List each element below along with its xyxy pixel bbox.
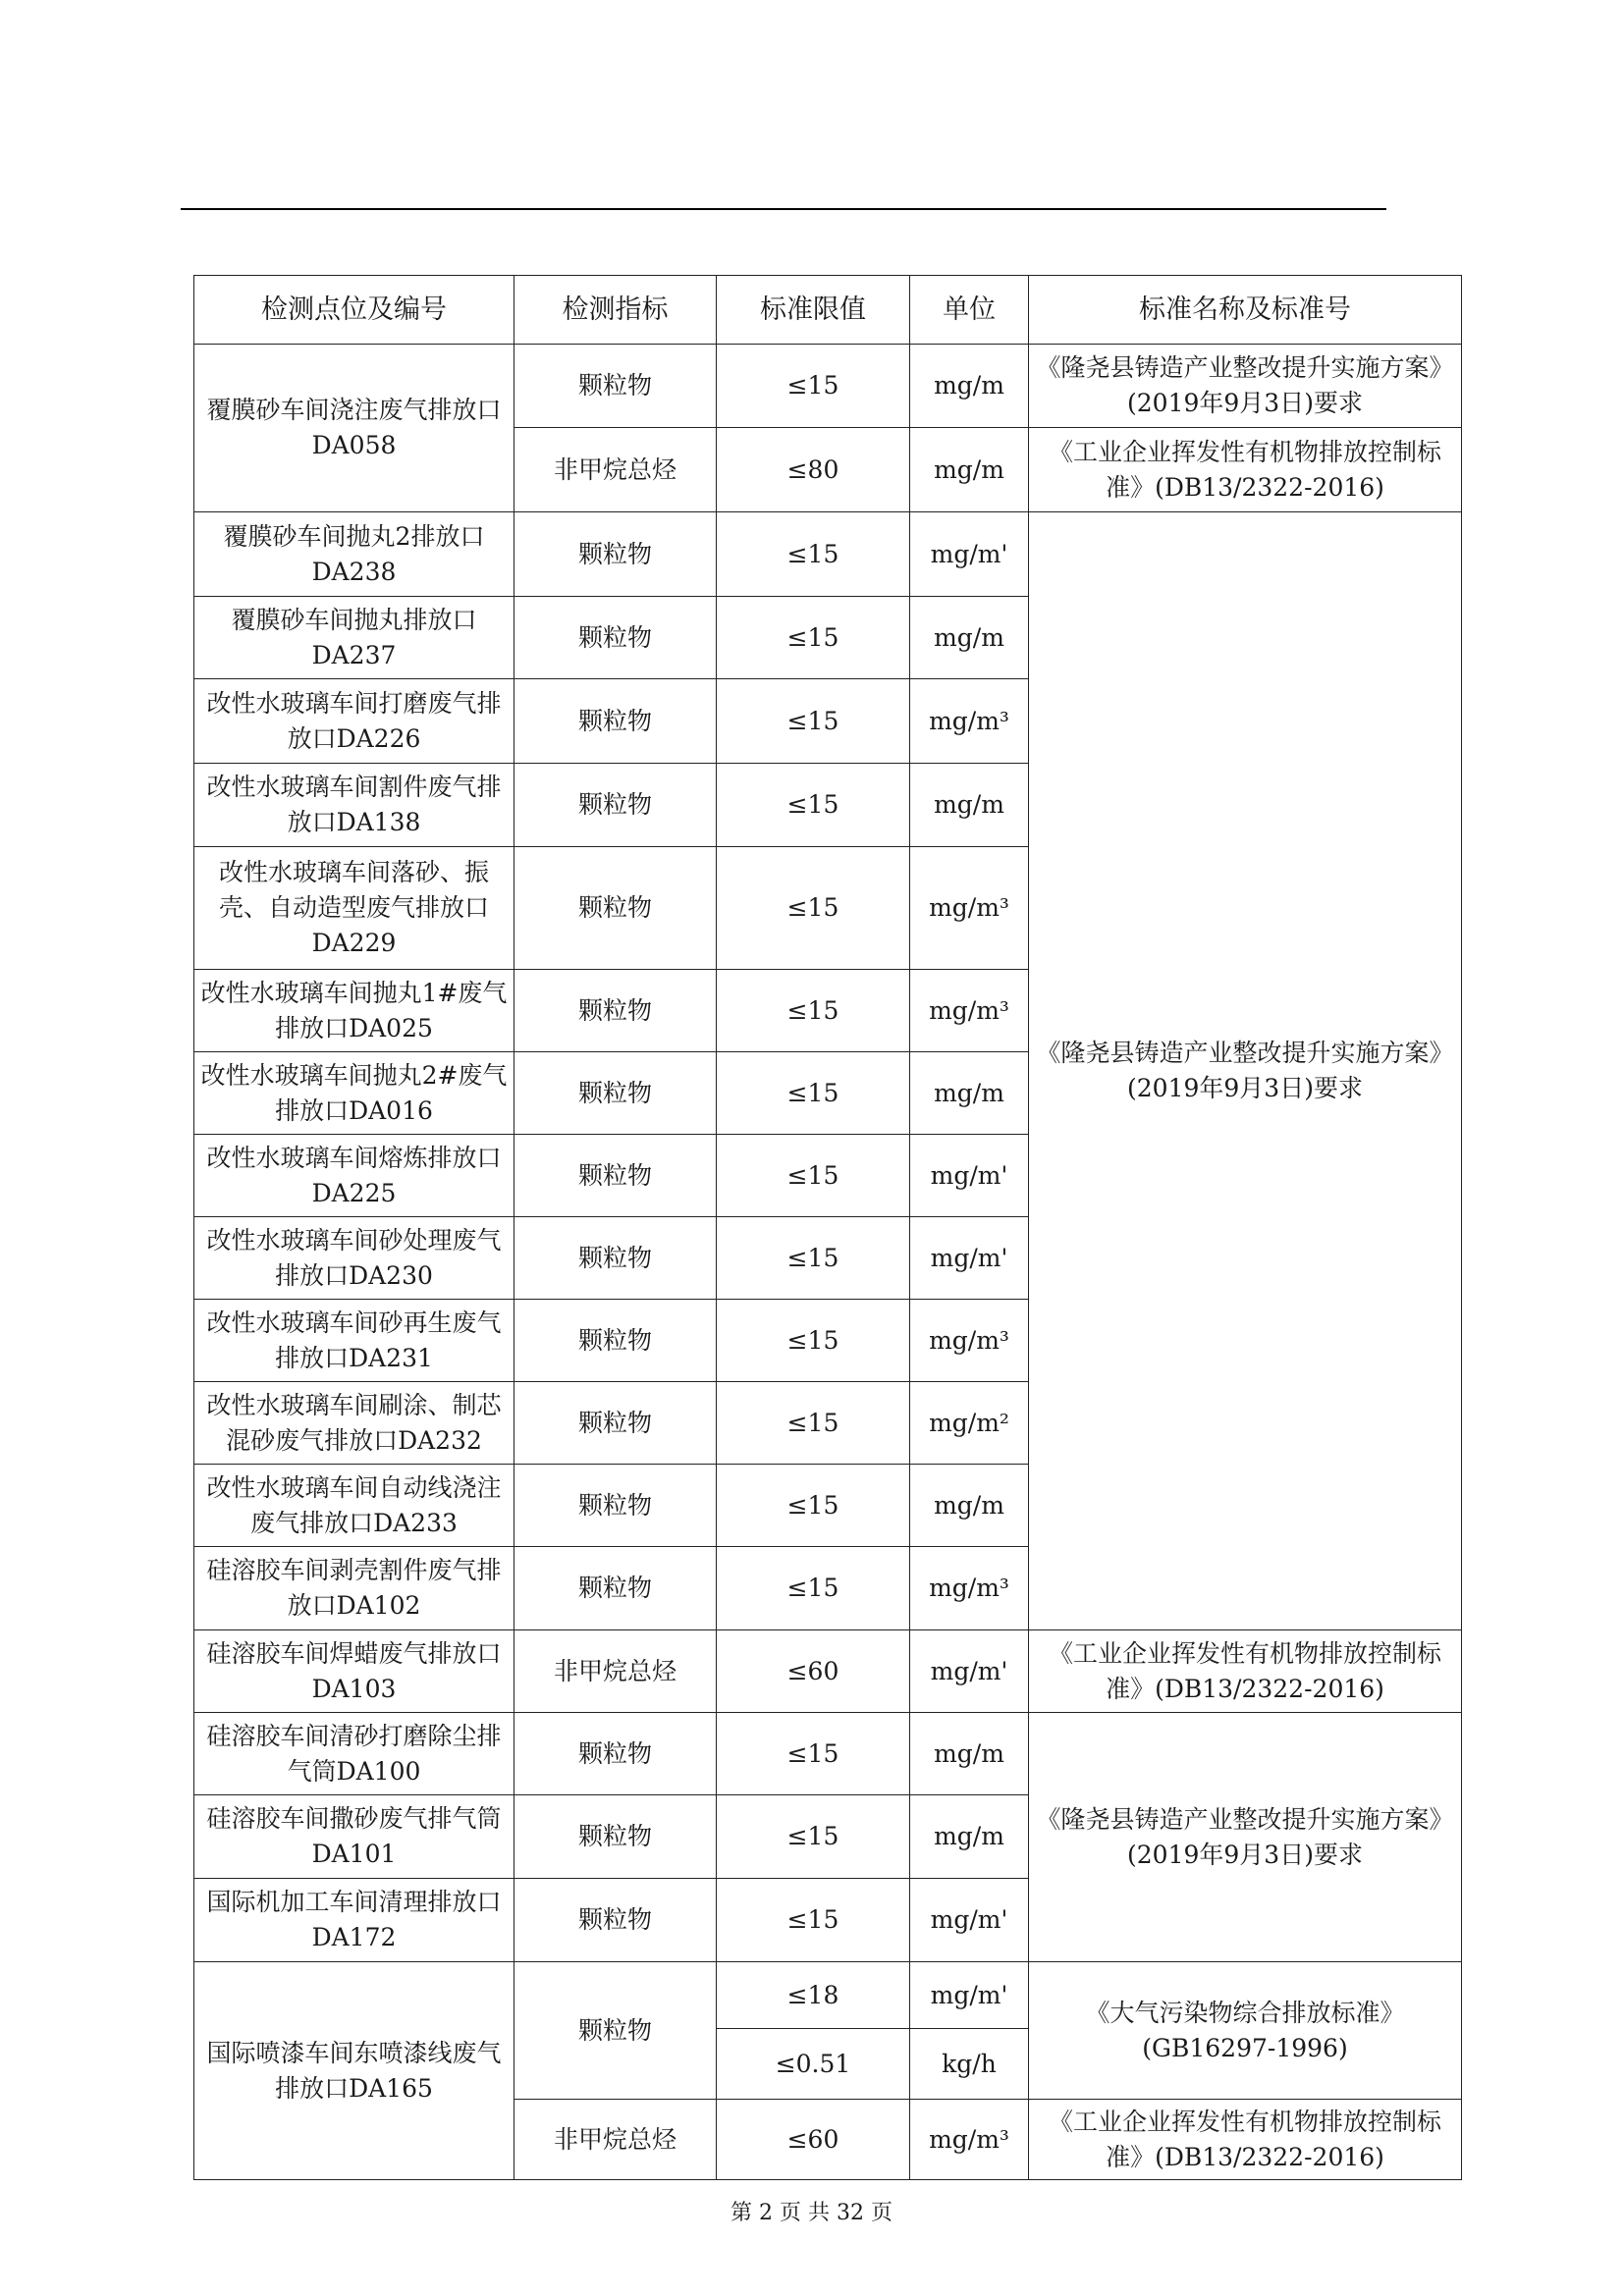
indicator-cell: 颗粒物 <box>514 1879 717 1962</box>
indicator-cell: 颗粒物 <box>514 1382 717 1465</box>
table-header-row <box>194 276 1462 345</box>
indicator-cell: 颗粒物 <box>514 597 717 679</box>
limit-cell: ≤15 <box>717 764 910 847</box>
unit-cell: mg/m' <box>910 1630 1029 1713</box>
indicator-cell: 颗粒物 <box>514 1300 717 1382</box>
limit-cell: ≤15 <box>717 1135 910 1217</box>
location-cell: 改性水玻璃车间砂处理废气排放口DA230 <box>194 1217 514 1300</box>
limit-cell: ≤0.51 <box>717 2029 910 2100</box>
unit-cell: mg/m <box>910 1713 1029 1795</box>
standard-cell: 《大气污染物综合排放标准》(GB16297-1996) <box>1029 1962 1462 2100</box>
table-row <box>194 1713 1462 1795</box>
unit-cell: mg/m <box>910 1795 1029 1879</box>
indicator-cell: 颗粒物 <box>514 345 717 428</box>
location-cell: 改性水玻璃车间打磨废气排放口DA226 <box>194 679 514 764</box>
unit-cell: mg/m³ <box>910 1547 1029 1630</box>
table-row <box>194 1630 1462 1713</box>
unit-cell: mg/m³ <box>910 847 1029 970</box>
location-cell: 改性水玻璃车间抛丸1#废气排放口DA025 <box>194 970 514 1052</box>
limit-cell: ≤15 <box>717 847 910 970</box>
limit-cell: ≤15 <box>717 1795 910 1879</box>
page-footer: 第 2 页 共 32 页 <box>730 2201 893 2225</box>
col-header-limit: 标准限值 <box>717 276 910 345</box>
unit-cell: mg/m <box>910 597 1029 679</box>
indicator-cell: 颗粒物 <box>514 1135 717 1217</box>
col-header-standard: 标准名称及标准号 <box>1029 276 1462 345</box>
location-cell: 覆膜砂车间抛丸2排放口DA238 <box>194 512 514 597</box>
unit-cell: mg/m³ <box>910 970 1029 1052</box>
unit-cell: mg/m' <box>910 1217 1029 1300</box>
unit-cell: mg/m' <box>910 1879 1029 1962</box>
header-rule <box>181 208 1386 210</box>
location-cell: 改性水玻璃车间刷涂、制芯混砂废气排放口DA232 <box>194 1382 514 1465</box>
unit-cell: mg/m' <box>910 1962 1029 2029</box>
location-cell: 覆膜砂车间浇注废气排放口DA058 <box>194 345 514 512</box>
indicator-cell: 非甲烷总烃 <box>514 428 717 512</box>
unit-cell: mg/m³ <box>910 2100 1029 2180</box>
indicator-cell: 颗粒物 <box>514 764 717 847</box>
standard-cell: 《隆尧县铸造产业整改提升实施方案》(2019年9月3日)要求 <box>1029 1713 1462 1962</box>
indicator-cell: 颗粒物 <box>514 1217 717 1300</box>
limit-cell: ≤15 <box>717 679 910 764</box>
unit-cell: mg/m' <box>910 1135 1029 1217</box>
indicator-cell: 颗粒物 <box>514 1547 717 1630</box>
unit-cell: mg/m <box>910 1052 1029 1135</box>
col-header-location: 检测点位及编号 <box>194 276 514 345</box>
location-cell: 改性水玻璃车间熔炼排放口DA225 <box>194 1135 514 1217</box>
indicator-cell: 颗粒物 <box>514 1052 717 1135</box>
indicator-cell: 颗粒物 <box>514 1795 717 1879</box>
unit-cell: mg/m <box>910 764 1029 847</box>
limit-cell: ≤15 <box>717 1382 910 1465</box>
indicator-cell: 颗粒物 <box>514 970 717 1052</box>
limit-cell: ≤15 <box>717 1465 910 1547</box>
col-header-unit: 单位 <box>910 276 1029 345</box>
unit-cell: mg/m² <box>910 1382 1029 1465</box>
table-row <box>194 512 1462 597</box>
unit-cell: mg/m <box>910 428 1029 512</box>
indicator-cell: 颗粒物 <box>514 1465 717 1547</box>
limit-cell: ≤15 <box>717 1713 910 1795</box>
indicator-cell: 颗粒物 <box>514 847 717 970</box>
limit-cell: ≤15 <box>717 345 910 428</box>
indicator-cell: 颗粒物 <box>514 1713 717 1795</box>
location-cell: 改性水玻璃车间抛丸2#废气排放口DA016 <box>194 1052 514 1135</box>
location-cell: 改性水玻璃车间自动线浇注废气排放口DA233 <box>194 1465 514 1547</box>
location-cell: 硅溶胶车间清砂打磨除尘排气筒DA100 <box>194 1713 514 1795</box>
indicator-cell: 颗粒物 <box>514 1962 717 2100</box>
limit-cell: ≤15 <box>717 1217 910 1300</box>
location-cell: 改性水玻璃车间落砂、振壳、自动造型废气排放口DA229 <box>194 847 514 970</box>
location-cell: 硅溶胶车间撒砂废气排气筒DA101 <box>194 1795 514 1879</box>
location-cell: 硅溶胶车间焊蜡废气排放口DA103 <box>194 1630 514 1713</box>
indicator-cell: 非甲烷总烃 <box>514 2100 717 2180</box>
standard-cell: 《工业企业挥发性有机物排放控制标准》(DB13/2322-2016) <box>1029 428 1462 512</box>
location-cell: 国际喷漆车间东喷漆线废气排放口DA165 <box>194 1962 514 2180</box>
indicator-cell: 非甲烷总烃 <box>514 1630 717 1713</box>
limit-cell: ≤15 <box>717 1547 910 1630</box>
limit-cell: ≤15 <box>717 597 910 679</box>
unit-cell: mg/m <box>910 345 1029 428</box>
standards-table <box>193 275 1462 2180</box>
location-cell: 改性水玻璃车间砂再生废气排放口DA231 <box>194 1300 514 1382</box>
table-row <box>194 345 1462 428</box>
indicator-cell: 颗粒物 <box>514 679 717 764</box>
location-cell: 改性水玻璃车间割件废气排放口DA138 <box>194 764 514 847</box>
location-cell: 硅溶胶车间剥壳割件废气排放口DA102 <box>194 1547 514 1630</box>
limit-cell: ≤18 <box>717 1962 910 2029</box>
limit-cell: ≤60 <box>717 2100 910 2180</box>
limit-cell: ≤15 <box>717 1052 910 1135</box>
limit-cell: ≤15 <box>717 1300 910 1382</box>
unit-cell: mg/m³ <box>910 1300 1029 1382</box>
table-row <box>194 1962 1462 2029</box>
standard-cell: 《隆尧县铸造产业整改提升实施方案》(2019年9月3日)要求 <box>1029 512 1462 1630</box>
limit-cell: ≤15 <box>717 970 910 1052</box>
unit-cell: mg/m <box>910 1465 1029 1547</box>
indicator-cell: 颗粒物 <box>514 512 717 597</box>
standard-cell: 《工业企业挥发性有机物排放控制标准》(DB13/2322-2016) <box>1029 1630 1462 1713</box>
unit-cell: mg/m' <box>910 512 1029 597</box>
limit-cell: ≤15 <box>717 1879 910 1962</box>
location-cell: 覆膜砂车间抛丸排放口DA237 <box>194 597 514 679</box>
standard-cell: 《隆尧县铸造产业整改提升实施方案》(2019年9月3日)要求 <box>1029 345 1462 428</box>
limit-cell: ≤15 <box>717 512 910 597</box>
limit-cell: ≤80 <box>717 428 910 512</box>
col-header-indicator: 检测指标 <box>514 276 717 345</box>
unit-cell: kg/h <box>910 2029 1029 2100</box>
unit-cell: mg/m³ <box>910 679 1029 764</box>
standard-cell: 《工业企业挥发性有机物排放控制标准》(DB13/2322-2016) <box>1029 2100 1462 2180</box>
limit-cell: ≤60 <box>717 1630 910 1713</box>
location-cell: 国际机加工车间清理排放口DA172 <box>194 1879 514 1962</box>
